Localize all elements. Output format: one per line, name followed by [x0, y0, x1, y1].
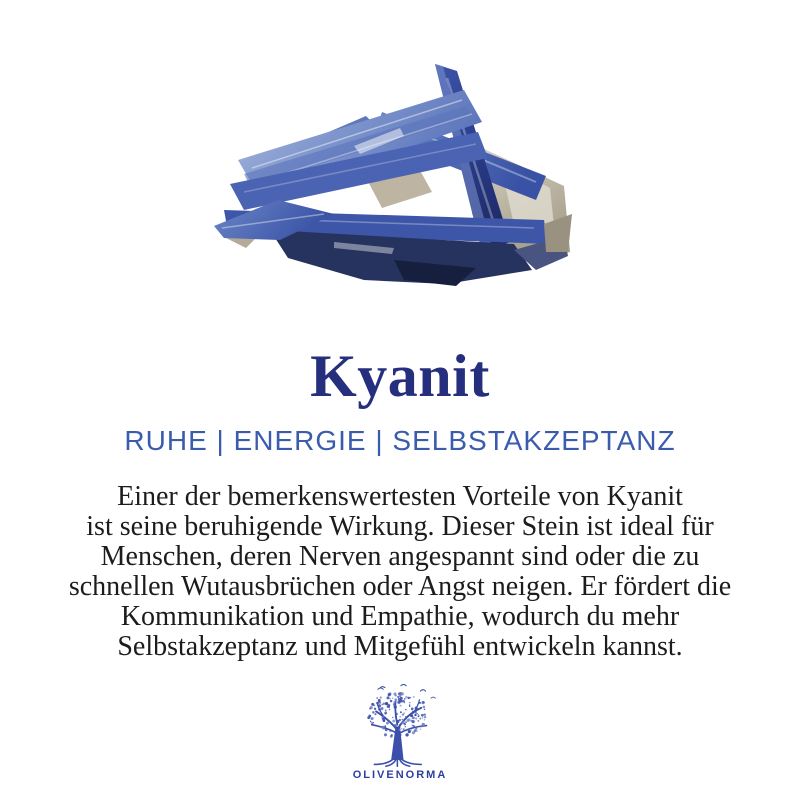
description-line: Menschen, deren Nerven angespannt sind oder die zu	[100, 541, 700, 572]
olive-tree-icon	[348, 684, 452, 768]
kyanite-crystal-illustration	[214, 56, 576, 290]
description-line: Kommunikation und Empathie, wodurch du mehr	[120, 601, 680, 632]
description-line: Einer der bemerkenswertesten Vorteile von Kyanit	[117, 481, 683, 512]
kyanite-crystal-photo	[214, 56, 576, 290]
description-paragraph	[12, 482, 788, 662]
keywords-subtitle: RUHE | ENERGIE | SELBSTAKZEPTANZ	[124, 425, 676, 456]
description-line: ist seine beruhigende Wirkung. Dieser Stein ist ideal für	[86, 511, 714, 542]
brand-logo	[0, 684, 800, 781]
description-line: Selbstakzeptanz und Mitgefühl entwickeln kannst.	[117, 631, 683, 662]
description-line: schnellen Wutausbrüchen oder Angst neigen. Er fördert die	[68, 571, 732, 602]
brand-name: OLIVENORMA	[352, 769, 448, 781]
crystal-name-title: Kyanit	[310, 343, 490, 409]
